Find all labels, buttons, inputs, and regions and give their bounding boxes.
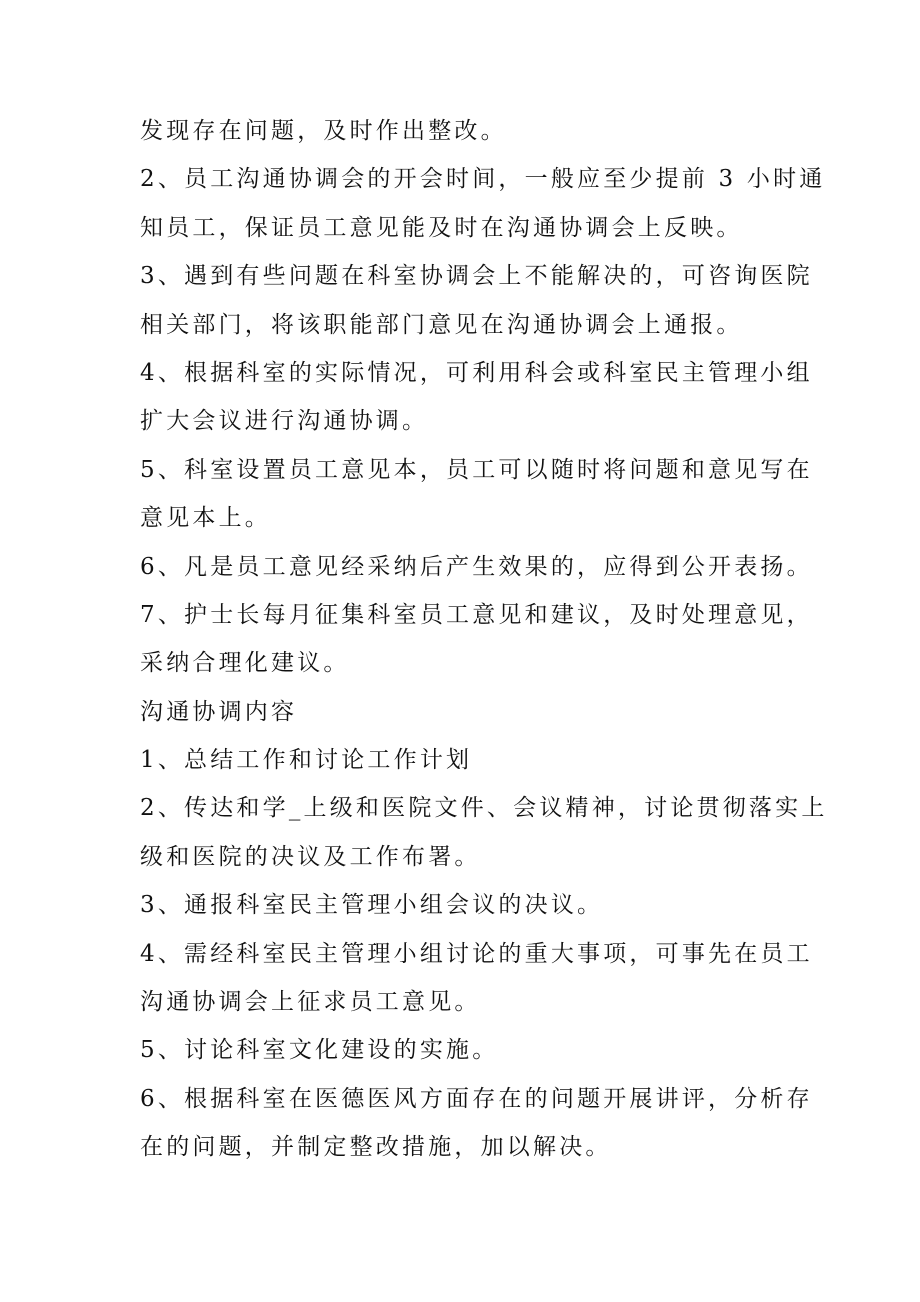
paragraph-line: 知员工，保证员工意见能及时在沟通协调会上反映。: [140, 214, 743, 241]
document-body: [140, 107, 828, 1172]
section-heading: 沟通协调内容: [140, 698, 298, 725]
paragraph-line: 相关部门，将该职能部门意见在沟通协调会上通报。: [140, 311, 743, 338]
paragraph-line: 4、根据科室的实际情况，可利用科会或科室民主管理小组: [140, 359, 813, 386]
paragraph-line: 2、员工沟通协调会的开会时间，一般应至少提前 3 小时通: [140, 166, 826, 193]
paragraph-line: 2、传达和学_上级和医院文件、会议精神，讨论贯彻落实上: [140, 795, 828, 822]
paragraph-line: 级和医院的决议及工作布署。: [140, 843, 481, 870]
paragraph-line: 7、护士长每月征集科室员工意见和建议，及时处理意见，: [140, 601, 813, 628]
paragraph-line: 扩大会议进行沟通协调。: [140, 408, 429, 435]
paragraph-line: 5、讨论科室文化建设的实施。: [140, 1037, 499, 1064]
paragraph-line: 6、凡是员工意见经采纳后产生效果的，应得到公开表扬。: [140, 553, 813, 580]
paragraph-line: 意见本上。: [140, 505, 271, 532]
paragraph-line: 在的问题，并制定整改措施，加以解决。: [140, 1134, 612, 1161]
paragraph-line: 沟通协调会上征求员工意见。: [140, 989, 481, 1016]
paragraph-line: 6、根据科室在医德医风方面存在的问题开展讲评，分析存: [140, 1085, 813, 1112]
paragraph-line: 4、需经科室民主管理小组讨论的重大事项，可事先在员工: [140, 940, 813, 967]
paragraph-line: 3、遇到有些问题在科室协调会上不能解决的，可咨询医院: [140, 263, 813, 290]
paragraph-line: 采纳合理化建议。: [140, 650, 350, 677]
paragraph-line: 3、通报科室民主管理小组会议的决议。: [140, 892, 604, 919]
paragraph-line: 发现存在问题，及时作出整改。: [140, 118, 507, 144]
paragraph-line: 5、科室设置员工意见本，员工可以随时将问题和意见写在: [140, 456, 813, 483]
paragraph-line: 1、总结工作和讨论工作计划: [140, 747, 473, 774]
